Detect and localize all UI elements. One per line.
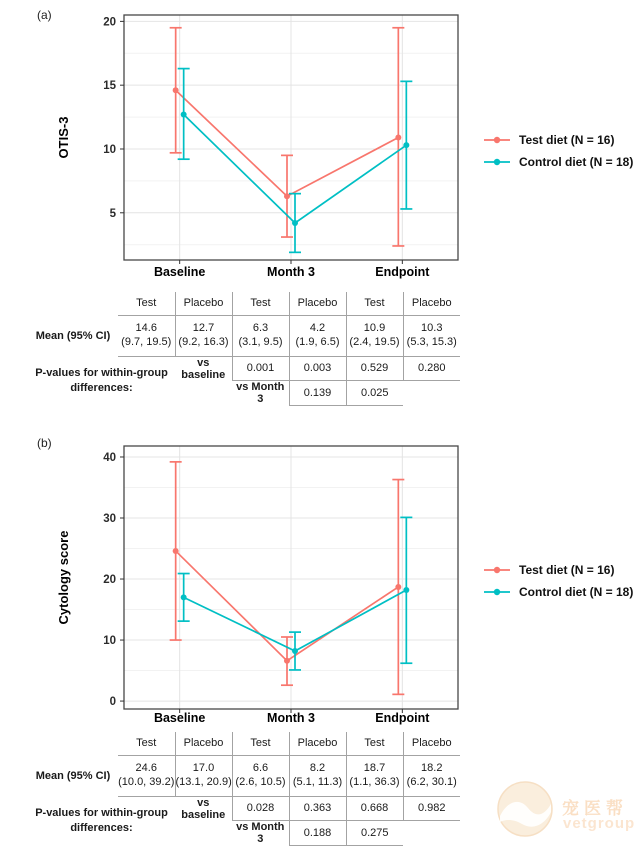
empty-cell bbox=[175, 821, 232, 846]
legend-label-control-diet: Control diet (N = 18) bbox=[519, 155, 634, 169]
mean-cell: 17.0 (13.1, 20.9) bbox=[175, 755, 232, 796]
corner-cell bbox=[28, 732, 118, 755]
vs-month3-label: vs Month 3 bbox=[236, 821, 285, 845]
mean-cell: 10.3 (5.3, 15.3) bbox=[403, 315, 460, 356]
vs-month3-label: vs Month 3 bbox=[236, 381, 285, 405]
svg-text:Baseline: Baseline bbox=[153, 265, 206, 279]
col-header-baseline-placebo: Placebo bbox=[175, 292, 232, 315]
pvalue-cell: 0.529 bbox=[346, 356, 403, 381]
svg-text:15: 15 bbox=[103, 80, 116, 93]
pvalue-cell: 0.668 bbox=[346, 796, 403, 821]
mean-cell: 8.2 (5.1, 11.3) bbox=[289, 755, 346, 796]
mean-cell: 10.9 (2.4, 19.5) bbox=[346, 315, 403, 356]
pvalue-cell: 0.139 bbox=[289, 381, 346, 406]
col-header-endpoint-placebo: Placebo bbox=[403, 292, 460, 315]
col-header-baseline-test: Test bbox=[118, 292, 175, 315]
pvalue-cell: 0.275 bbox=[346, 821, 403, 846]
pvalue-cell: 0.982 bbox=[403, 796, 460, 821]
col-header-month3-placebo: Placebo bbox=[289, 292, 346, 315]
table-b-vs-baseline-row bbox=[28, 796, 460, 821]
legend-label-test-diet: Test diet (N = 16) bbox=[519, 133, 615, 147]
vs-baseline-label: vs baseline bbox=[181, 796, 226, 821]
col-header-baseline-placebo: Placebo bbox=[175, 732, 232, 755]
legend-item-test-diet bbox=[482, 559, 633, 581]
pvalue-cell: 0.363 bbox=[289, 796, 346, 821]
svg-text:40: 40 bbox=[103, 451, 116, 464]
mean-row-label: Mean (95% CI) bbox=[35, 329, 111, 342]
col-header-month3-test: Test bbox=[232, 732, 289, 755]
mean-row-label: Mean (95% CI) bbox=[35, 769, 111, 782]
mean-cell: 18.7 (1.1, 36.3) bbox=[346, 755, 403, 796]
svg-text:Endpoint: Endpoint bbox=[375, 265, 430, 279]
mean-cell: 6.6 (2.6, 10.5) bbox=[232, 755, 289, 796]
mean-cell: 12.7 (9.2, 16.3) bbox=[175, 315, 232, 356]
pvalues-row-label: P-values for within-group differences: bbox=[35, 807, 168, 834]
svg-text:Cytology score: Cytology score bbox=[56, 530, 71, 625]
panel-a-legend bbox=[482, 129, 633, 173]
col-header-endpoint-placebo: Placebo bbox=[403, 732, 460, 755]
watermark-cn-text: 宠医帮 bbox=[562, 799, 628, 818]
col-header-baseline-test: Test bbox=[118, 732, 175, 755]
svg-text:10: 10 bbox=[103, 635, 116, 648]
table-a-vs-baseline-row bbox=[28, 356, 460, 381]
svg-text:0: 0 bbox=[109, 696, 116, 709]
svg-text:20: 20 bbox=[103, 16, 116, 29]
cytology-score-chart bbox=[0, 428, 470, 728]
pvalue-cell: 0.028 bbox=[232, 796, 289, 821]
control-diet-line-marker-icon bbox=[482, 586, 512, 598]
stats-table-b bbox=[28, 732, 460, 846]
svg-text:Baseline: Baseline bbox=[153, 711, 206, 725]
table-b-mean-row bbox=[28, 755, 460, 796]
svg-text:Endpoint: Endpoint bbox=[375, 711, 430, 725]
pvalue-cell: 0.001 bbox=[232, 356, 289, 381]
vs-baseline-label: vs baseline bbox=[181, 356, 226, 381]
test-diet-line-marker-icon bbox=[482, 564, 512, 576]
empty-cell bbox=[175, 381, 232, 406]
control-diet-line-marker-icon bbox=[482, 156, 512, 168]
pvalues-row-label: P-values for within-group differences: bbox=[35, 367, 168, 394]
vetgroup-logo-icon bbox=[494, 778, 556, 840]
legend-label-test-diet: Test diet (N = 16) bbox=[519, 563, 615, 577]
mean-cell: 14.6 (9.7, 19.5) bbox=[118, 315, 175, 356]
stats-table-a bbox=[28, 292, 460, 406]
otis3-chart bbox=[0, 0, 470, 300]
mean-cell: 24.6 (10.0, 39.2) bbox=[118, 755, 175, 796]
panel-b-label: (b) bbox=[37, 436, 52, 450]
mean-cell: 4.2 (1.9, 6.5) bbox=[289, 315, 346, 356]
svg-text:30: 30 bbox=[103, 513, 116, 526]
col-header-endpoint-test: Test bbox=[346, 292, 403, 315]
pvalue-cell: 0.025 bbox=[346, 381, 403, 406]
svg-text:Month 3: Month 3 bbox=[267, 711, 315, 725]
pvalue-cell: 0.280 bbox=[403, 356, 460, 381]
col-header-endpoint-test: Test bbox=[346, 732, 403, 755]
pvalue-cell: 0.003 bbox=[289, 356, 346, 381]
watermark-en-text: vetgroup bbox=[563, 815, 636, 832]
svg-text:20: 20 bbox=[103, 574, 116, 587]
legend-item-test-diet bbox=[482, 129, 633, 151]
mean-cell: 6.3 (3.1, 9.5) bbox=[232, 315, 289, 356]
legend-item-control-diet bbox=[482, 581, 633, 603]
svg-text:Month 3: Month 3 bbox=[267, 265, 315, 279]
table-a-mean-row bbox=[28, 315, 460, 356]
table-a-header-row bbox=[28, 292, 460, 315]
legend-label-control-diet: Control diet (N = 18) bbox=[519, 585, 634, 599]
svg-text:10: 10 bbox=[103, 143, 116, 156]
svg-text:OTIS-3: OTIS-3 bbox=[56, 116, 71, 159]
mean-cell: 18.2 (6.2, 30.1) bbox=[403, 755, 460, 796]
panel-b-legend bbox=[482, 559, 633, 603]
table-b-header-row bbox=[28, 732, 460, 755]
test-diet-line-marker-icon bbox=[482, 134, 512, 146]
svg-text:5: 5 bbox=[109, 207, 116, 220]
panel-a-label: (a) bbox=[37, 8, 52, 22]
watermark bbox=[494, 768, 643, 853]
corner-cell bbox=[28, 292, 118, 315]
legend-item-control-diet bbox=[482, 151, 633, 173]
col-header-month3-placebo: Placebo bbox=[289, 732, 346, 755]
col-header-month3-test: Test bbox=[232, 292, 289, 315]
pvalue-cell: 0.188 bbox=[289, 821, 346, 846]
